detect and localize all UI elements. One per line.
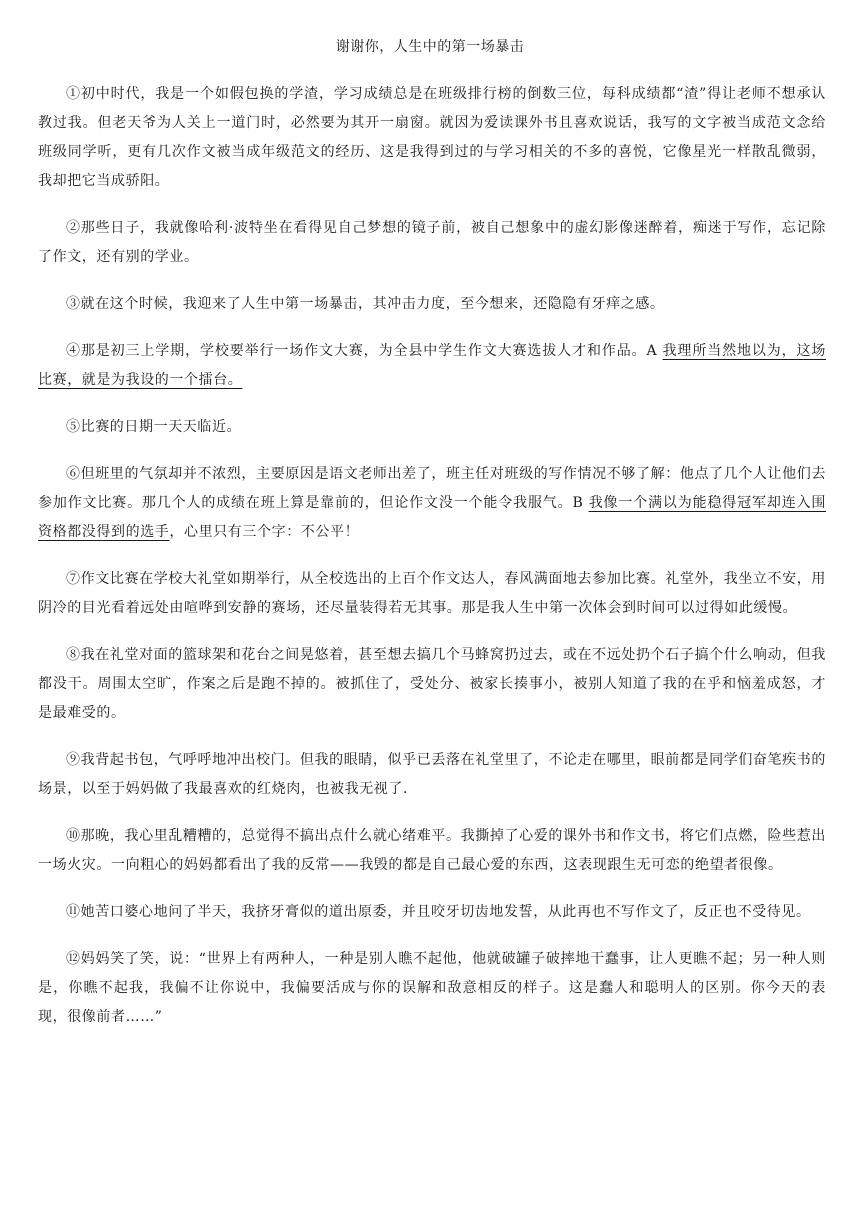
paragraph-2: ②那些日子，我就像哈利·波特坐在看得见自己梦想的镜子前，被自己想象中的虚幻影像迷醉着，痴迷于写作，忘记除了作文，还有别的学业。: [38, 220, 826, 265]
paragraph-6-lead: ⑥但班里的气氛却并不浓烈，主要原因是语文老师出差了，班主任对班级的写作情况不够了解：他点了几个人让他们去参加作文比赛。那几个人的成绩在班上算是靠前的，但论作文没一个能令我服气。B: [38, 466, 826, 511]
paragraph-7: ⑦作文比赛在学校大礼堂如期举行，从全校选出的上百个作文达人，春风满面地去参加比赛。礼堂外，我坐立不安，用阴冷的目光看着远处由喧哗到安静的赛场，还尽量装得若无其事。那是我人生中第一次体会到时间可以过得如此缓慢。: [38, 571, 826, 616]
paragraph-6: [38, 460, 826, 547]
paragraph-4: [38, 337, 826, 395]
underlined-sentence-a: 我理所当然地以为，这场比赛，就是为我设的一个擂台。: [38, 343, 826, 388]
paragraph-1: ①初中时代，我是一个如假包换的学渣，学习成绩总是在班级排行榜的倒数三位，每科成绩都“渣”得让老师不想承认教过我。但老天爷为人关上一道门时，必然要为其开一扇窗。就因为爱读课外书且喜欢说话，我写的文字被当成范文念给班级同学听，更有几次作文被当成年级范文的经历、这是我得到过的与学习相关的不多的喜悦，它像星光一样散乱微弱，我却把它当成骄阳。: [38, 86, 826, 189]
paragraph-8: ⑧我在礼堂对面的篮球架和花台之间晃悠着，甚至想去搞几个马蜂窝扔过去，或在不远处扔个石子搞个什么响动，但我都没干。周围太空旷，作案之后是跑不掉的。被抓住了，受处分、被家长揍事小，被别人知道了我的在乎和恼羞成怒，才是最难受的。: [38, 647, 826, 721]
paragraph-3: ③就在这个时候，我迎来了人生中第一场暴击，其冲击力度，至今想来，还隐隐有牙痒之感。: [66, 296, 665, 312]
paragraph-6-tail: ，心里只有三个字：不公平！: [169, 524, 360, 540]
paragraph-9: ⑨我背起书包，气呼呼地冲出校门。但我的眼睛，似乎已丢落在礼堂里了，不论走在哪里，眼前都是同学们奋笔疾书的场景，以至于妈妈做了我最喜欢的红烧肉，也被我无视了.: [38, 752, 826, 797]
paragraph-10: ⑩那晚，我心里乱糟糟的，总觉得不搞出点什么就心绪难平。我撕掉了心爱的课外书和作文书，将它们点燃，险些惹出一场火灾。一向粗心的妈妈都看出了我的反常——我毁的都是自己最心爱的东西，这表现跟生无可恋的绝望者很像。: [38, 828, 826, 873]
paragraph-5: ⑤比赛的日期一天天临近。: [66, 419, 242, 435]
paragraph-11: ⑪她苦口婆心地问了半天，我挤牙膏似的道出原委，并且咬牙切齿地发誓，从此再也不写作文了，反正也不受待见。: [66, 904, 811, 920]
paragraph-4-lead: ④那是初三上学期，学校要举行一场作文大赛，为全县中学生作文大赛选拔人才和作品。A: [66, 343, 663, 359]
article-body: [38, 80, 826, 1050]
document-title: 谢谢你，人生中的第一场暴击: [335, 39, 525, 55]
paragraph-12: ⑫妈妈笑了笑，说：“世界上有两种人，一种是别人瞧不起他，他就破罐子破摔地干蠢事，让人更瞧不起；另一种人则是，你瞧不起我，我偏不让你说中，我偏要活成与你的误解和敌意相反的样子。这是蠢人和聪明人的区别。你今天的表现，很像前者……”: [38, 951, 826, 1025]
underlined-sentence-b: 我像一个满以为能稳得冠军却连入围资格都没得到的选手: [38, 495, 826, 540]
